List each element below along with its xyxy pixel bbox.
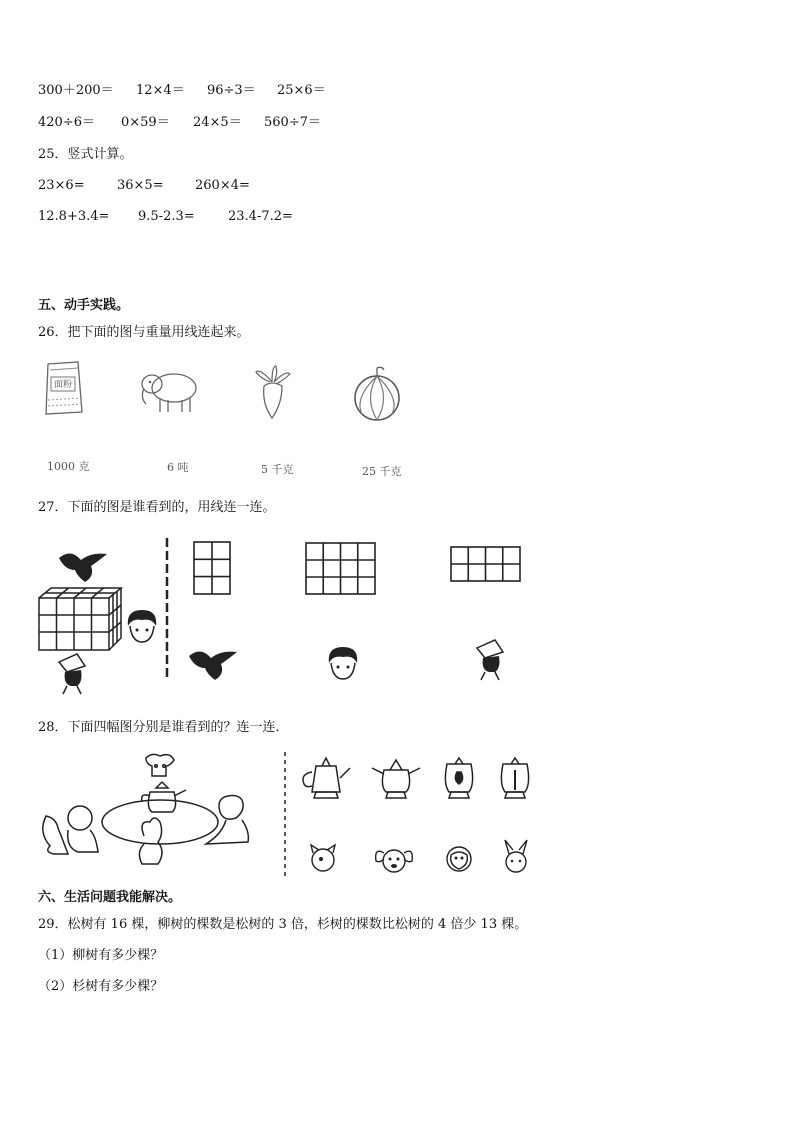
- q29-sub2: （2）杉树有多少棵？: [38, 979, 164, 994]
- oral-8: 560÷7＝: [264, 115, 321, 130]
- oral-3: 96÷3＝: [207, 83, 256, 98]
- watermelon-icon: [352, 364, 402, 422]
- section5-heading: 五、动手实践。: [38, 298, 130, 313]
- oral-7: 24×5＝: [193, 115, 242, 130]
- girl-head-icon-answer: [325, 645, 361, 683]
- bird-icon: [55, 548, 111, 584]
- q29-sub1: （1）柳树有多少棵？: [38, 948, 164, 963]
- squirrel-head-icon: [307, 843, 339, 875]
- monkey-head-icon: [443, 843, 475, 875]
- flour-bag-label: 面粉: [54, 380, 73, 390]
- bird-icon-answer: [185, 646, 241, 682]
- teapot-view-1: [300, 756, 352, 802]
- q28-title: 28．下面四幅图分别是谁看到的？连一连．: [38, 720, 289, 735]
- boy-with-hat-icon: [55, 652, 89, 696]
- divider-dashed: [165, 538, 169, 678]
- q25-item-5: 9.5-2.3=: [138, 209, 195, 224]
- teapot-view-3: [441, 756, 477, 802]
- weight-4: 25 千克: [362, 465, 402, 478]
- q25-item-6: 23.4-7.2=: [228, 209, 293, 224]
- oral-6: 0×59＝: [121, 115, 170, 130]
- cube-stack-icon: [37, 586, 123, 652]
- weight-3: 5 千克: [261, 463, 294, 476]
- q25-item-3: 260×4=: [195, 178, 250, 193]
- girl-head-icon: [124, 608, 160, 646]
- oral-4: 25×6＝: [277, 83, 326, 98]
- oral-5: 420÷6＝: [38, 115, 95, 130]
- section6-heading: 六、生活问题我能解决。: [38, 890, 182, 905]
- q25-item-2: 36×5=: [117, 178, 164, 193]
- rabbit-head-icon: [501, 840, 531, 876]
- elephant-icon: [138, 364, 202, 416]
- teapot-view-2: [370, 756, 422, 802]
- view-grid-4x2: [450, 546, 521, 582]
- view-grid-2x3: [193, 541, 231, 595]
- oral-2: 12×4＝: [136, 83, 185, 98]
- q25-title: 25．竖式计算。: [38, 147, 133, 162]
- q27-title: 27．下面的图是谁看到的，用线连一连。: [38, 500, 276, 515]
- q29-title: 29．松树有 16 棵，柳树的棵数是松树的 3 倍，杉树的棵数比松树的 4 倍少 13 棵。: [38, 917, 528, 932]
- weight-2: 6 吨: [167, 461, 189, 474]
- view-grid-4x3: [305, 542, 376, 595]
- q25-item-1: 23×6=: [38, 178, 85, 193]
- oral-1: 300＋200＝: [38, 83, 114, 98]
- boy-with-hat-icon-answer: [473, 638, 507, 682]
- weight-1: 1000 克: [47, 460, 90, 473]
- q26-title: 26．把下面的图与重量用线连起来。: [38, 325, 250, 340]
- q25-item-4: 12.8+3.4=: [38, 209, 110, 224]
- dog-head-icon: [372, 843, 416, 875]
- table-scene-illustration: [38, 752, 266, 880]
- radish-icon: [250, 364, 294, 420]
- divider-dashed-2: [283, 752, 287, 878]
- teapot-view-4: [497, 756, 533, 802]
